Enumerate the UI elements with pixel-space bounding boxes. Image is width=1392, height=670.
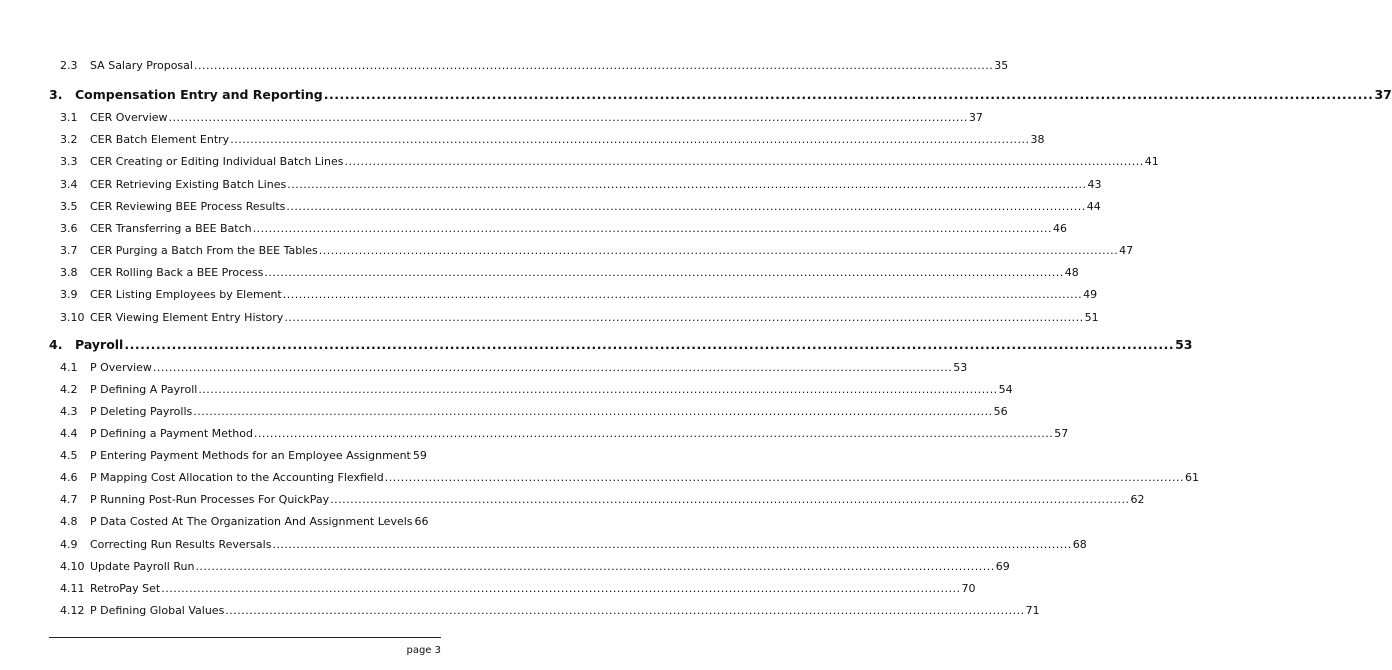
toc-entry-page: 35 — [994, 59, 1009, 72]
toc-entry-page: 56 — [993, 405, 1008, 418]
toc-entry-title: SA Salary Proposal — [90, 59, 193, 72]
toc-entry[interactable] — [49, 150, 1159, 168]
toc-entry-page: 47 — [1119, 244, 1134, 257]
footer-page-number: page 3 — [406, 645, 441, 656]
toc-entry-title: CER Overview — [90, 111, 168, 124]
toc-entry-title: CER Purging a Batch From the BEE Tables — [90, 244, 318, 257]
toc-entry-title: P Running Post-Run Processes For QuickPay — [90, 493, 330, 506]
toc-entry-number: 3.7 — [60, 244, 78, 257]
toc-entry-page: 49 — [1083, 288, 1098, 301]
toc-entry-page: 37 — [1374, 87, 1392, 102]
toc-entry-title: CER Retrieving Existing Batch Lines — [90, 178, 287, 191]
toc-entry-number: 4.7 — [60, 493, 78, 506]
toc-leader-dots: ........................................................................................................................................................................................................ — [193, 59, 994, 72]
toc-leader-dots: ........................................................................................................................................................................................................ — [318, 244, 1119, 257]
toc-entry[interactable] — [49, 510, 429, 528]
toc-entry-title: P Defining Global Values — [90, 604, 225, 617]
toc-entry-page: 48 — [1064, 266, 1079, 279]
toc-entry-number: 4.2 — [60, 383, 78, 396]
toc-leader-dots: ........................................................................................................................................................................................................ — [195, 560, 995, 573]
toc-entry-title: P Mapping Cost Allocation to the Accounting Flexfield — [90, 471, 384, 484]
toc-entry-number: 4.1 — [60, 361, 78, 374]
toc-entry-number: 3.6 — [60, 222, 78, 235]
toc-entry[interactable] — [49, 356, 968, 374]
toc-entry-page: 38 — [1030, 133, 1045, 146]
toc-entry-number: 4.5 — [60, 449, 78, 462]
toc-entry-title: P Defining A Payroll — [90, 383, 198, 396]
toc-entry-number: 3.1 — [60, 111, 78, 124]
toc-entry-number: 4.4 — [60, 427, 78, 440]
toc-entry[interactable] — [49, 422, 1069, 440]
toc-entry[interactable] — [49, 599, 1040, 617]
toc-entry[interactable] — [49, 533, 1087, 551]
toc-leader-dots: ........................................................................................................................................................................................................ — [286, 200, 1086, 213]
toc-leader-dots: ........................................................................................................................................................................................................ — [198, 383, 998, 396]
toc-leader-dots: ........................................................................................................................................................................................................ — [272, 538, 1072, 551]
toc-entry-title: CER Listing Employees by Element — [90, 288, 282, 301]
toc-entry-title: CER Rolling Back a BEE Process — [90, 266, 264, 279]
toc-entry-title: P Entering Payment Methods for an Employee Assignment — [90, 449, 411, 462]
toc-leader-dots: ........................................................................................................................................................................................................ — [330, 493, 1130, 506]
toc-leader-dots: ........................................................................................................................................................................................................ — [168, 111, 968, 124]
toc-leader-dots: ........................................................................................................................................................................................................ — [344, 155, 1144, 168]
toc-entry-page: 41 — [1144, 155, 1159, 168]
toc-entry-title: P Data Costed At The Organization And Assignment Levels — [90, 515, 413, 528]
toc-leader-dots: ........................................................................................................................................................................................................ — [225, 604, 1025, 617]
toc-entry-number: 4.8 — [60, 515, 78, 528]
toc-entry[interactable] — [49, 173, 1102, 191]
toc-entry-number: 4.10 — [60, 560, 85, 573]
toc-entry-page: 51 — [1084, 311, 1099, 324]
toc-entry-page: 66 — [414, 515, 429, 528]
toc-entry[interactable] — [49, 106, 983, 124]
toc-leader-dots: ........................................................................................................................................................................................................ — [264, 266, 1064, 279]
footer-divider — [49, 637, 441, 638]
toc-entry-page: 62 — [1130, 493, 1145, 506]
toc-entry-number: 3.2 — [60, 133, 78, 146]
toc-entry[interactable] — [49, 195, 1101, 213]
toc-entry[interactable] — [49, 128, 1045, 146]
toc-entry-title: P Overview — [90, 361, 152, 374]
toc-entry-title: CER Reviewing BEE Process Results — [90, 200, 286, 213]
toc-entry-title: Payroll — [75, 337, 124, 352]
toc-entry-title: CER Creating or Editing Individual Batch Lines — [90, 155, 344, 168]
toc-entry-page: 59 — [412, 449, 427, 462]
toc-entry-title: P Defining a Payment Method — [90, 427, 253, 440]
toc-entry-number: 3.3 — [60, 155, 78, 168]
toc-leader-dots: ........................................................................................................................................................................................................ — [124, 337, 1175, 352]
toc-entry-number: 3.8 — [60, 266, 78, 279]
toc-entry[interactable] — [49, 331, 1193, 352]
toc-leader-dots: ........................................................................................................................................................................................................ — [252, 222, 1052, 235]
toc-entry-number: 3.4 — [60, 178, 78, 191]
toc-entry-page: 43 — [1087, 178, 1102, 191]
toc-entry-page: 57 — [1054, 427, 1069, 440]
toc-entry-title: CER Batch Element Entry — [90, 133, 230, 146]
toc-entry-number: 4. — [49, 337, 63, 352]
toc-entry[interactable] — [49, 466, 1200, 484]
toc-leader-dots: ........................................................................................................................................................................................................ — [287, 178, 1087, 191]
toc-entry[interactable] — [49, 400, 1008, 418]
toc-entry-number: 3.5 — [60, 200, 78, 213]
toc-entry-title: P Deleting Payrolls — [90, 405, 193, 418]
toc-entry[interactable] — [49, 444, 427, 462]
toc-entry[interactable] — [49, 54, 1009, 72]
toc-entry-page: 69 — [995, 560, 1010, 573]
toc-leader-dots: ........................................................................................................................................................................................................ — [284, 311, 1084, 324]
toc-entry[interactable] — [49, 239, 1134, 257]
toc-entry-number: 4.3 — [60, 405, 78, 418]
toc-leader-dots: ........................................................................................................................................................................................................ — [230, 133, 1030, 146]
toc-entry[interactable] — [49, 488, 1145, 506]
toc-entry-page: 46 — [1052, 222, 1067, 235]
toc-entry-title: CER Viewing Element Entry History — [90, 311, 284, 324]
toc-entry-page: 68 — [1072, 538, 1087, 551]
toc-entry[interactable] — [49, 555, 1010, 573]
toc-entry-number: 3.10 — [60, 311, 85, 324]
toc-leader-dots: ........................................................................................................................................................................................................ — [384, 471, 1185, 484]
toc-leader-dots: ........................................................................................................................................................................................................ — [152, 361, 953, 374]
toc-entry[interactable] — [49, 81, 1392, 102]
toc-leader-dots: ........................................................................................................................................................................................................ — [193, 405, 993, 418]
toc-entry-title: CER Transferring a BEE Batch — [90, 222, 252, 235]
toc-entry[interactable] — [49, 217, 1067, 235]
toc-entry[interactable] — [49, 378, 1013, 396]
toc-entry[interactable] — [49, 306, 1099, 324]
toc-leader-dots: ........................................................................................................................................................................................................ — [323, 87, 1374, 102]
toc-entry-title: Correcting Run Results Reversals — [90, 538, 272, 551]
toc-entry-title: RetroPay Set — [90, 582, 161, 595]
toc-entry-number: 4.9 — [60, 538, 78, 551]
toc-entry-page: 61 — [1185, 471, 1200, 484]
toc-entry-page: 54 — [998, 383, 1013, 396]
toc-entry-number: 3. — [49, 87, 63, 102]
toc-entry-page: 44 — [1086, 200, 1101, 213]
toc-entry-number: 3.9 — [60, 288, 78, 301]
toc-entry[interactable] — [49, 577, 976, 595]
toc-entry-number: 4.11 — [60, 582, 85, 595]
toc-entry-page: 37 — [968, 111, 983, 124]
toc-entry-page: 53 — [953, 361, 968, 374]
toc-entry-title: Compensation Entry and Reporting — [75, 87, 323, 102]
toc-leader-dots: ........................................................................................................................................................................................................ — [253, 427, 1054, 440]
toc-leader-dots: ........................................................................................................................................................................................................ — [161, 582, 961, 595]
toc-entry[interactable] — [49, 283, 1098, 301]
toc-leader-dots: ........................................................................................................................................................................................................ — [282, 288, 1083, 301]
toc-entry-page: 53 — [1175, 337, 1193, 352]
toc-entry-number: 2.3 — [60, 59, 78, 72]
toc-entry-title: Update Payroll Run — [90, 560, 195, 573]
toc-entry-number: 4.6 — [60, 471, 78, 484]
toc-entry-page: 71 — [1025, 604, 1040, 617]
toc-entry-page: 70 — [961, 582, 976, 595]
toc-entry[interactable] — [49, 261, 1079, 279]
toc-entry-number: 4.12 — [60, 604, 85, 617]
